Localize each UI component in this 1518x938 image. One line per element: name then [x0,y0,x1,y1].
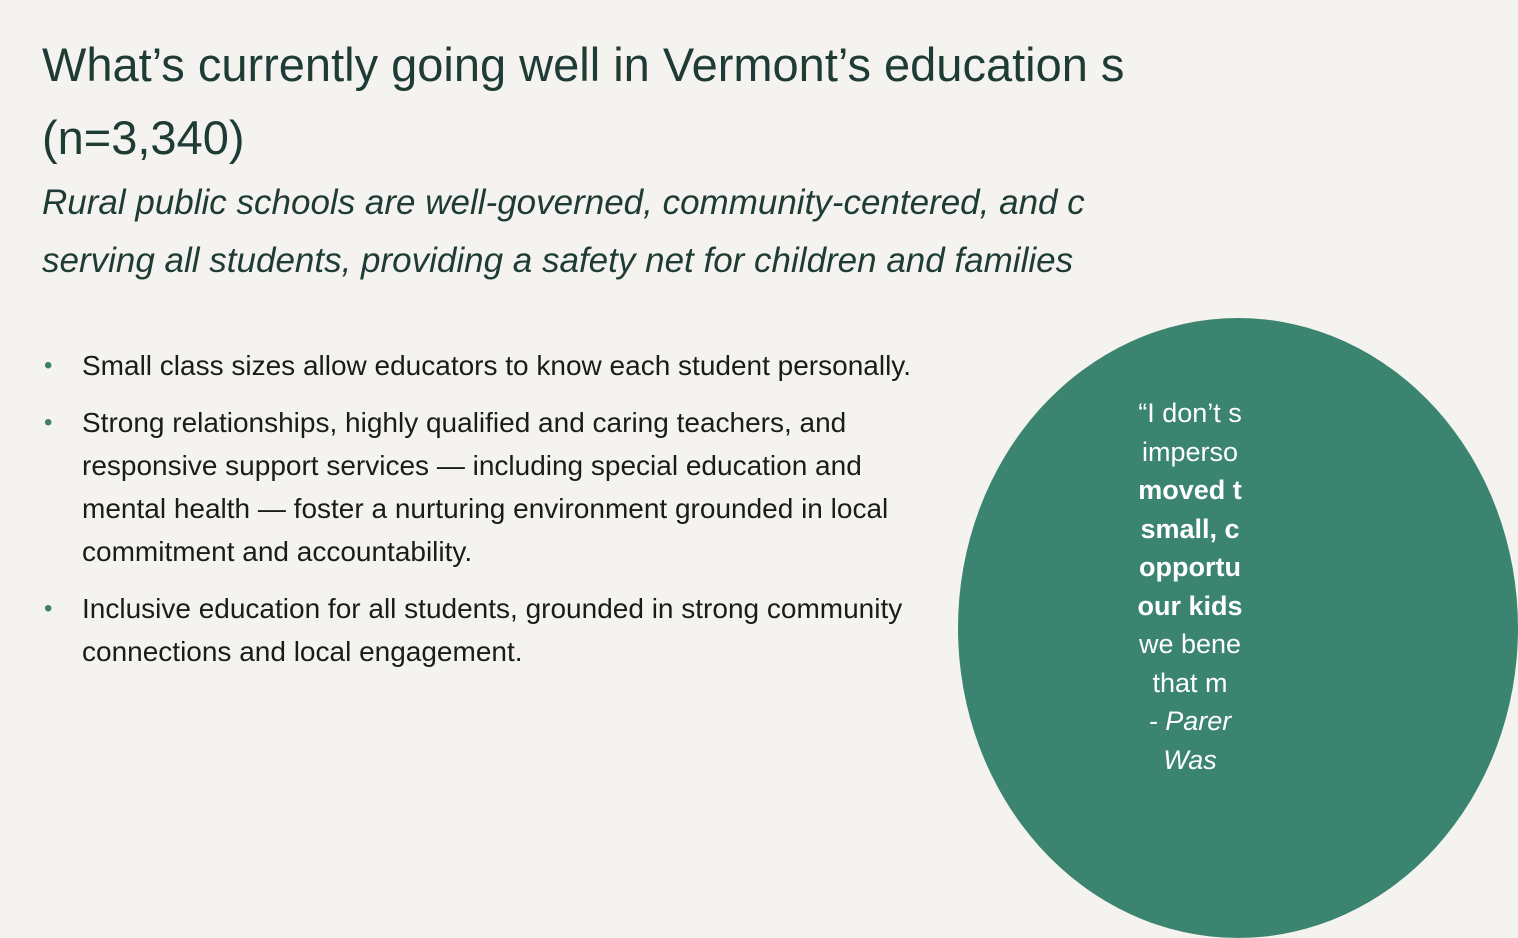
quote-line-bold: moved t [1138,475,1242,505]
title-line-2: (n=3,340) [42,111,245,164]
bullet-text: Inclusive education for all students, grounded in strong community connections and local engagement. [82,593,903,667]
quote-line-bold: opportu [1139,552,1241,582]
quote-attribution: - Parer [1148,706,1232,736]
quote-attribution-location: Was [1163,744,1217,775]
quote-line-bold: our kids [1137,590,1243,621]
bullet-dot-icon: • [44,352,53,379]
quote-line: that m [1152,667,1228,698]
bullet-text: Strong relationships, highly qualified and caring teachers, and responsive support services — including special education and mental health — foster a nurturing environment grounded in local commitment and accountability. [82,407,889,567]
parent-quote [1010,394,1370,779]
subtitle-line-2: serving all students, providing a safety net for children and families [42,241,1074,280]
quote-line-bold: small, c [1140,513,1240,544]
quote-line: imperso [1141,436,1239,467]
page-subtitle [42,174,1085,290]
page-title [42,28,1124,174]
quote-line: “I don’t s [1138,398,1242,428]
bullet-text: Small class sizes allow educators to know each student personally. [82,350,911,381]
quote-line: we bene [1138,629,1242,659]
bullet-list [42,344,912,687]
subtitle-line-1: Rural public schools are well-governed, community-centered, and c [42,183,1085,222]
title-line-1: What’s currently going well in Vermont’s education s [42,38,1125,91]
bullet-dot-icon: • [44,595,53,622]
bullet-item [42,587,912,673]
bullet-dot-icon: • [44,409,53,436]
bullet-item [42,344,912,387]
bullet-item [42,401,912,573]
